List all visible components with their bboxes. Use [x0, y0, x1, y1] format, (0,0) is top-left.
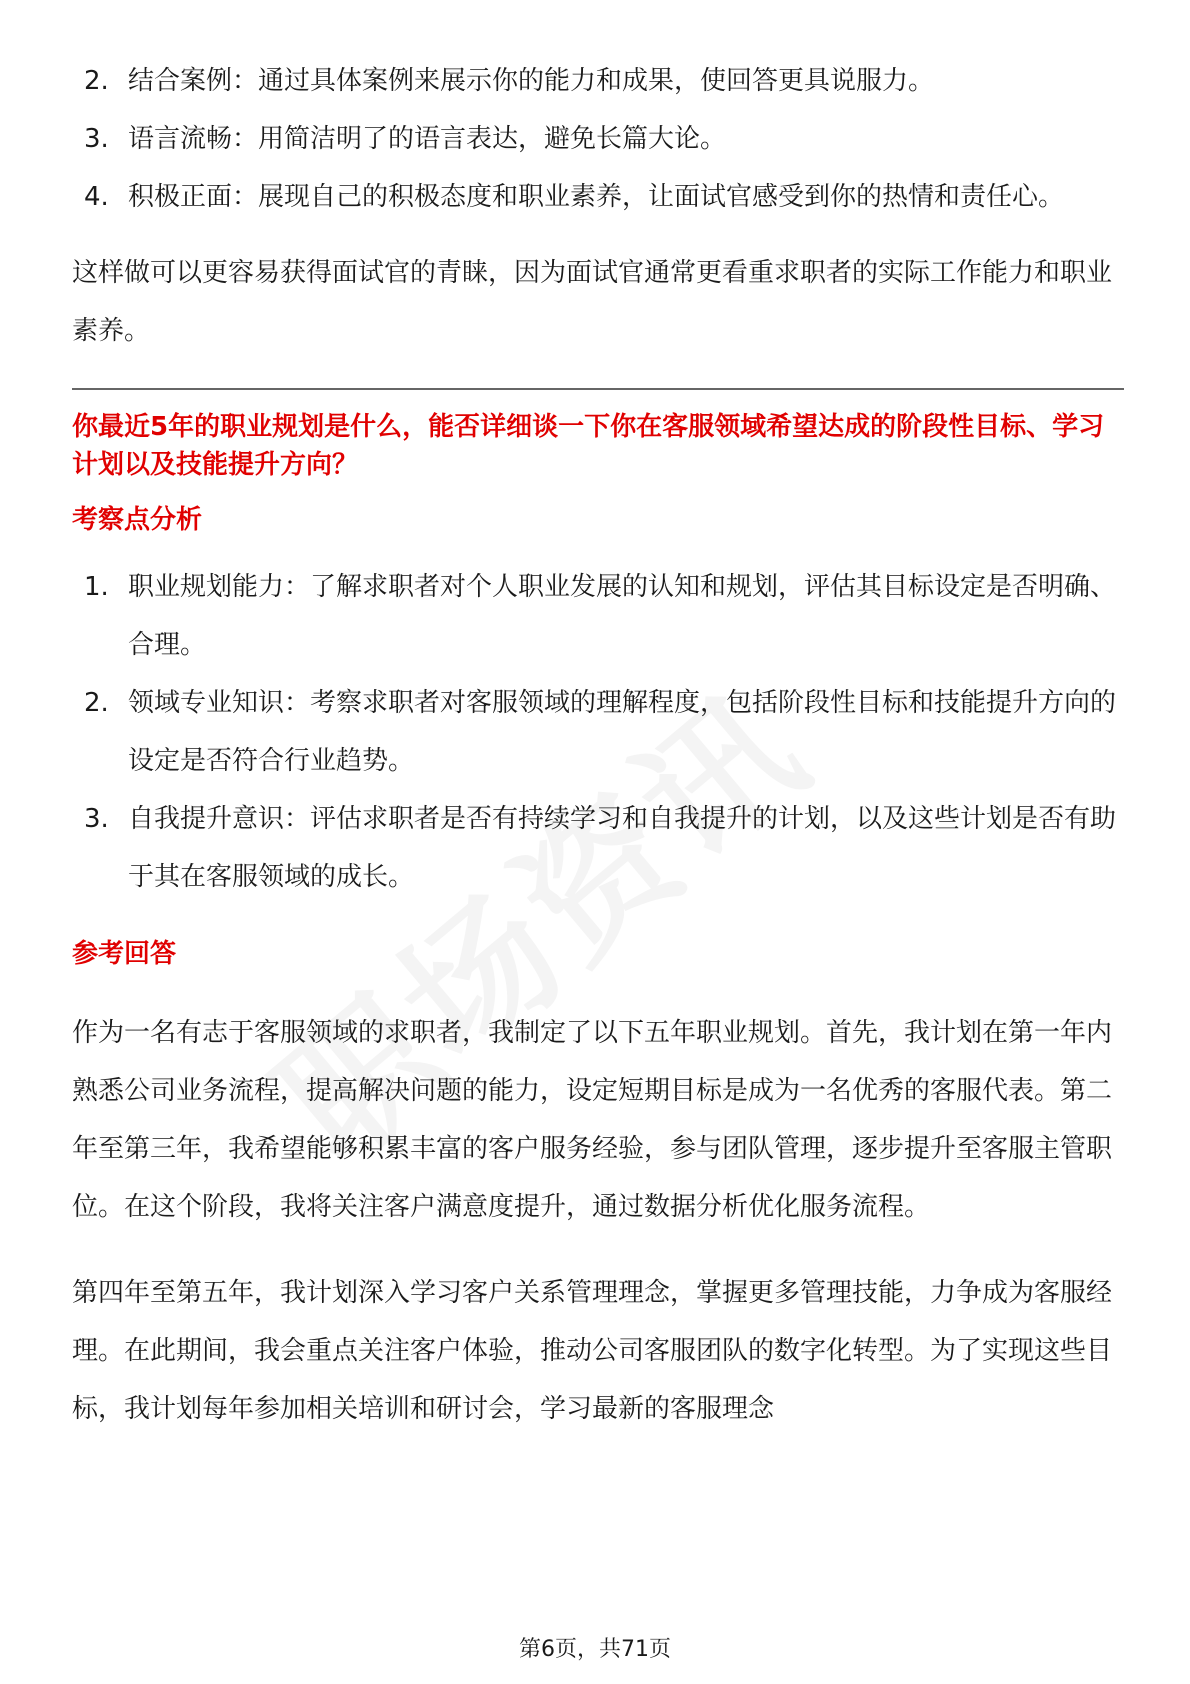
page-content	[72, 52, 1124, 1438]
list-number: 4.	[84, 182, 109, 212]
answer-paragraph: 第四年至第五年，我计划深入学习客户关系管理理念，掌握更多管理技能，力争成为客服经理。在此期间，我会重点关注客户体验，推动公司客服团队的数字化转型。为了实现这些目标，我计划每年参加相关培训和研讨会，学习最新的客服理念	[72, 1278, 1113, 1424]
list-item	[72, 790, 1124, 906]
list-item	[72, 52, 1124, 110]
list-text: 积极正面：展现自己的积极态度和职业素养，让面试官感受到你的热情和责任心。	[128, 182, 1065, 212]
section-divider	[72, 388, 1124, 390]
list-number: 2.	[84, 688, 109, 718]
list-text: 自我提升意识：评估求职者是否有持续学习和自我提升的计划，以及这些计划是否有助于其在客服领域的成长。	[128, 804, 1117, 892]
tips-list	[72, 52, 1124, 226]
list-text: 结合案例：通过具体案例来展示你的能力和成果，使回答更具说服力。	[128, 66, 935, 96]
list-item	[72, 674, 1124, 790]
list-item	[72, 168, 1124, 226]
list-number: 3.	[84, 804, 109, 834]
list-number: 3.	[84, 124, 109, 154]
list-item	[72, 110, 1124, 168]
answer-heading: 参考回答	[72, 939, 177, 969]
answer-paragraph: 作为一名有志于客服领域的求职者，我制定了以下五年职业规划。首先，我计划在第一年内熟悉公司业务流程，提高解决问题的能力，设定短期目标是成为一名优秀的客服代表。第二年至第三年，我希望能够积累丰富的客户服务经验，参与团队管理，逐步提升至客服主管职位。在这个阶段，我将关注客户满意度提升，通过数据分析优化服务流程。	[72, 1018, 1113, 1222]
list-number: 1.	[84, 572, 109, 602]
list-number: 2.	[84, 66, 109, 96]
list-text: 职业规划能力：了解求职者对个人职业发展的认知和规划，评估其目标设定是否明确、合理。	[128, 572, 1117, 660]
list-item	[72, 558, 1124, 674]
summary-paragraph: 这样做可以更容易获得面试官的青睐，因为面试官通常更看重求职者的实际工作能力和职业素养。	[72, 258, 1113, 346]
analysis-heading: 考察点分析	[72, 505, 203, 535]
question-heading: 你最近5年的职业规划是什么，能否详细谈一下你在客服领域希望达成的阶段性目标、学习计划以及技能提升方向？	[72, 412, 1105, 480]
page-footer: 第6页，共71页	[519, 1637, 671, 1662]
list-text: 领域专业知识：考察求职者对客服领域的理解程度，包括阶段性目标和技能提升方向的设定是否符合行业趋势。	[128, 688, 1117, 776]
list-text: 语言流畅：用简洁明了的语言表达，避免长篇大论。	[128, 124, 727, 154]
analysis-list	[72, 558, 1124, 906]
